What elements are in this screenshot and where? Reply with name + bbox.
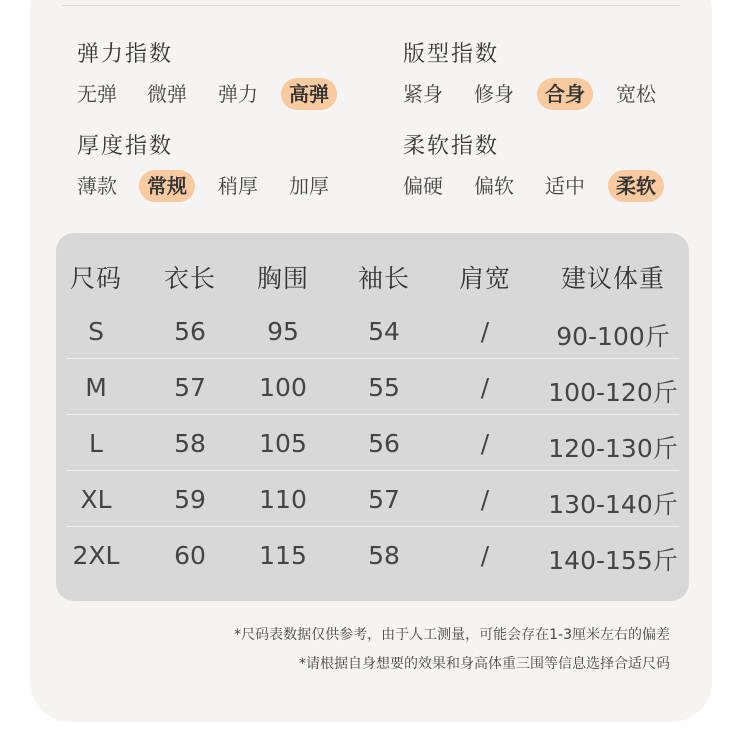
elasticity-title: 弹力指数	[77, 42, 174, 67]
cell-sleeve: 57	[368, 485, 400, 514]
fit-option: 宽松	[616, 82, 656, 106]
softness-option: 偏软	[474, 174, 514, 198]
thickness-option: 加厚	[289, 174, 329, 198]
thickness-index	[77, 129, 329, 198]
cell-sleeve: 54	[368, 317, 400, 346]
top-divider	[62, 5, 680, 6]
size-advice-note: *请根据自身想要的效果和身高体重三围等信息选择合适尺码	[299, 656, 670, 672]
fit-title: 版型指数	[403, 42, 500, 67]
row-divider	[66, 526, 679, 527]
cell-length: 58	[174, 429, 206, 458]
softness-index	[403, 129, 656, 198]
elasticity-option-selected: 高弹	[281, 78, 337, 110]
softness-option-selected: 柔软	[608, 170, 664, 202]
cell-chest: 105	[259, 429, 307, 458]
cell-size: S	[88, 317, 104, 346]
row-divider	[66, 470, 679, 471]
cell-length: 59	[174, 485, 206, 514]
elasticity-option: 微弹	[147, 82, 187, 106]
softness-title: 柔软指数	[403, 134, 500, 159]
cell-sleeve: 56	[368, 429, 400, 458]
thickness-option: 稍厚	[218, 174, 258, 198]
cell-length: 56	[174, 317, 206, 346]
header-chest: 胸围	[256, 264, 310, 293]
row-divider	[66, 414, 679, 415]
cell-sleeve: 58	[368, 541, 400, 570]
header-length: 衣长	[163, 264, 217, 293]
elasticity-option: 无弹	[77, 82, 117, 106]
cell-shoulder: /	[480, 429, 490, 458]
cell-length: 57	[174, 373, 206, 402]
thickness-title: 厚度指数	[77, 134, 174, 159]
cell-shoulder: /	[480, 373, 490, 402]
cell-shoulder: /	[480, 485, 490, 514]
size-table	[56, 233, 689, 601]
row-divider	[66, 358, 679, 359]
softness-option: 适中	[545, 174, 585, 198]
header-sleeve: 袖长	[357, 264, 411, 293]
thickness-option: 薄款	[77, 174, 117, 198]
cell-size: XL	[80, 485, 112, 514]
header-shoulder: 肩宽	[458, 264, 512, 293]
cell-weight: 100-120斤	[548, 378, 678, 407]
cell-weight: 140-155斤	[548, 546, 678, 575]
softness-option: 偏硬	[403, 174, 443, 198]
elasticity-option: 弹力	[218, 82, 258, 106]
fit-index	[403, 37, 656, 106]
cell-size: M	[85, 373, 107, 402]
cell-chest: 115	[259, 541, 307, 570]
cell-shoulder: /	[480, 317, 490, 346]
elasticity-index	[77, 37, 329, 106]
cell-size: 2XL	[72, 541, 120, 570]
cell-size: L	[89, 429, 103, 458]
cell-weight: 90-100斤	[556, 322, 670, 351]
fit-option: 修身	[474, 82, 514, 106]
cell-chest: 95	[267, 317, 299, 346]
disclaimer-note: *尺码表数据仅供参考，由于人工测量，可能会存在1-3厘米左右的偏差	[234, 627, 670, 643]
cell-length: 60	[174, 541, 206, 570]
cell-chest: 100	[259, 373, 307, 402]
cell-weight: 120-130斤	[548, 434, 678, 463]
fit-option-selected: 合身	[537, 78, 593, 110]
thickness-option-selected: 常规	[139, 170, 195, 202]
header-size: 尺码	[69, 264, 123, 293]
cell-chest: 110	[259, 485, 307, 514]
header-weight: 建议体重	[560, 264, 666, 293]
fit-option: 紧身	[403, 82, 443, 106]
cell-sleeve: 55	[368, 373, 400, 402]
cell-shoulder: /	[480, 541, 490, 570]
cell-weight: 130-140斤	[548, 490, 678, 519]
